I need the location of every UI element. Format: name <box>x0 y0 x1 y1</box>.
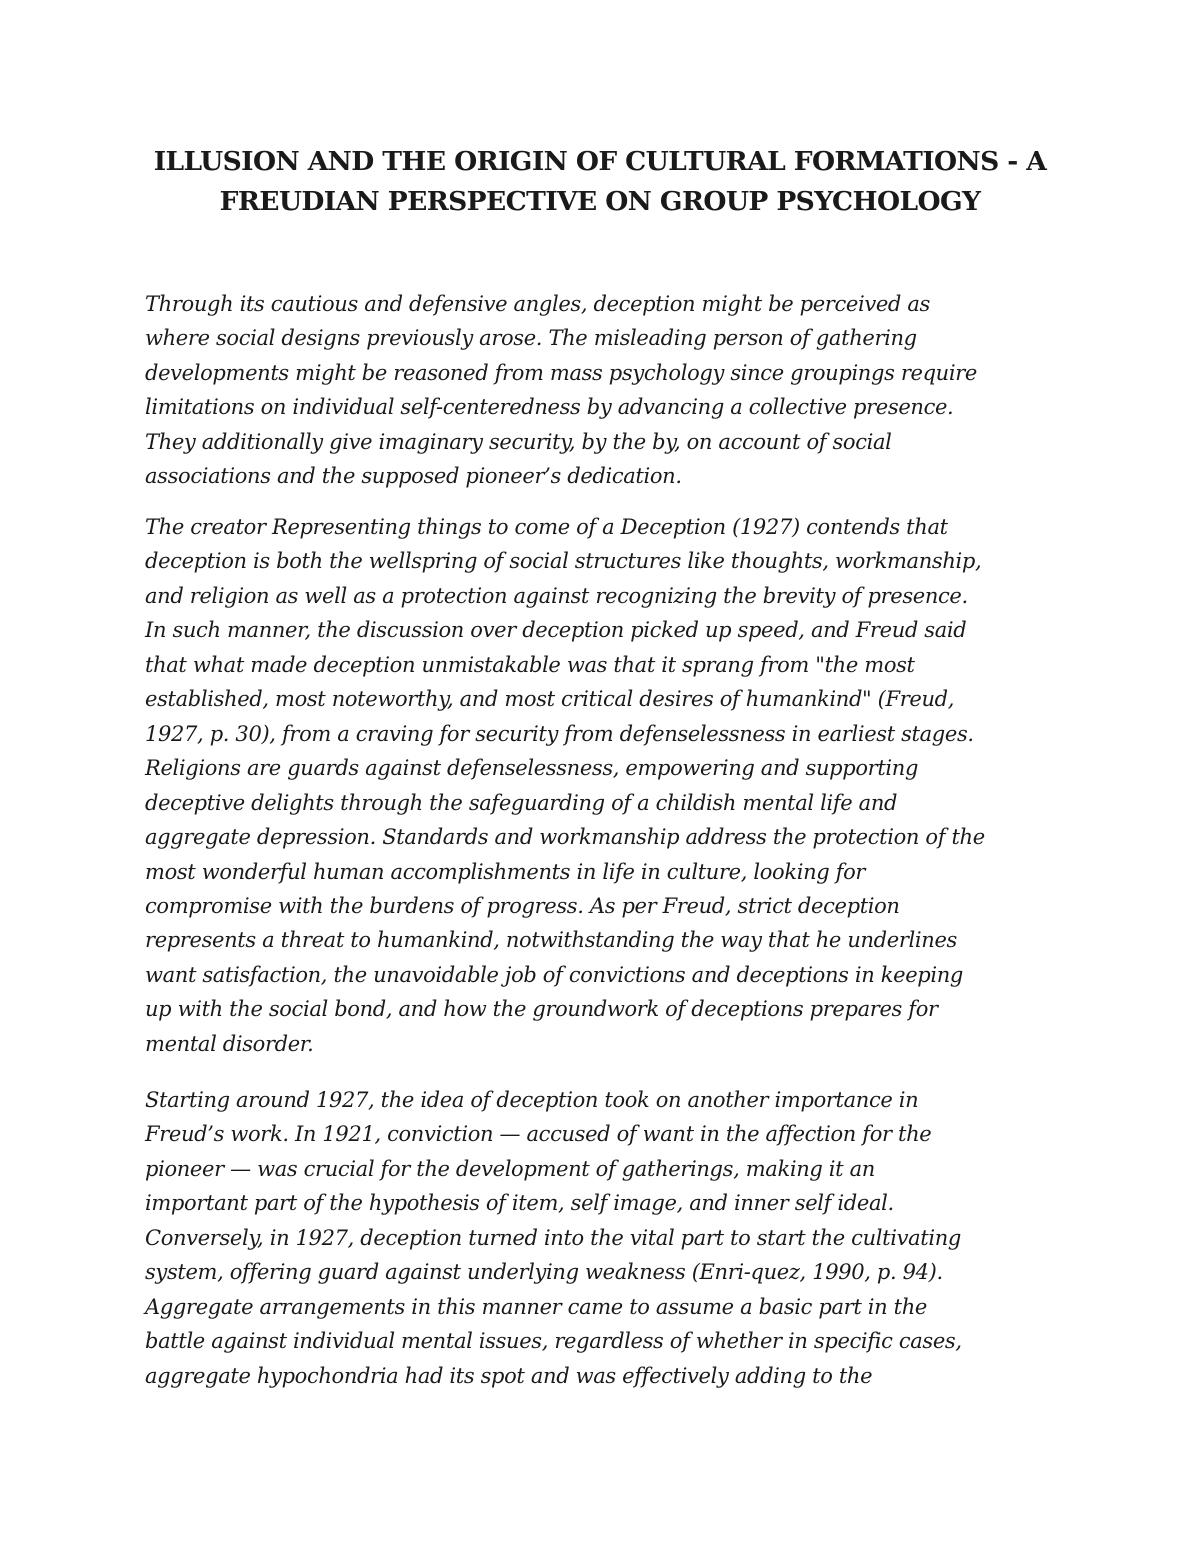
text-line: Freud’s work. In 1921, conviction — accused of want in the affection for the <box>145 1122 932 1147</box>
text-line: They additionally give imaginary security, by the by, on account of social <box>145 429 892 454</box>
text-line: Starting around 1927, the idea of deception took on another importance in <box>145 1088 919 1112</box>
text-line: developments might be reasoned from mass psychology since groupings require <box>145 360 977 385</box>
text-line: pioneer — was crucial for the development of gatherings, making it an <box>145 1156 875 1181</box>
text-line: aggregate depression. Standards and workmanship address the protection of the <box>145 825 985 850</box>
text-line: associations and the supposed pioneer’s dedication. <box>145 464 682 489</box>
text-line: want satisfaction, the unavoidable job of convictions and deceptions in keeping <box>145 962 964 987</box>
document-title <box>140 142 1060 222</box>
text-line: most wonderful human accomplishments in life in culture, looking for <box>145 859 866 884</box>
body-paragraph <box>145 287 1145 494</box>
body-paragraph <box>145 1083 1145 1393</box>
text-line: limitations on individual self-centeredness by advancing a collective presence. <box>145 395 954 420</box>
text-line: system, offering guard against underlying weakness (Enri-quez, 1990, p. 94). <box>145 1260 943 1285</box>
title-line: ILLUSION AND THE ORIGIN OF CULTURAL FORMATIONS - A <box>153 146 1047 177</box>
text-line: Conversely, in 1927, deception turned into the vital part to start the cultivating <box>145 1225 961 1250</box>
text-line: compromise with the burdens of progress. As per Freud, strict deception <box>145 893 900 918</box>
title-line: FREUDIAN PERSPECTIVE ON GROUP PSYCHOLOGY <box>219 186 981 217</box>
text-line: Aggregate arrangements in this manner came to assume a basic part in the <box>145 1294 927 1319</box>
text-line: battle against individual mental issues, regardless of whether in specific cases, <box>145 1329 962 1354</box>
text-line: up with the social bond, and how the groundwork of deceptions prepares for <box>145 997 938 1022</box>
text-line: The creator Representing things to come of a Deception (1927) contends that <box>145 515 948 539</box>
text-line: mental disorder. <box>145 1031 314 1056</box>
text-line: important part of the hypothesis of item, self image, and inner self ideal. <box>145 1191 894 1216</box>
text-line: In such manner, the discussion over deception picked up speed, and Freud said <box>145 618 967 643</box>
text-line: and religion as well as a protection against recognizing the brevity of presence. <box>145 583 968 608</box>
text-line: 1927, p. 30), from a craving for security from defenselessness in earliest stages. <box>145 721 974 746</box>
text-line: deception is both the wellspring of social structures like thoughts, workmanship, <box>145 549 982 574</box>
text-line: established, most noteworthy, and most critical desires of humankind" (Freud, <box>145 687 955 712</box>
text-line: where social designs previously arose. The misleading person of gathering <box>145 326 917 351</box>
text-line: deceptive delights through the safeguarding of a childish mental life and <box>145 790 898 815</box>
text-line: represents a threat to humankind, notwithstanding the way that he underlines <box>145 928 957 953</box>
text-line: that what made deception unmistakable was that it sprang from "the most <box>145 652 915 677</box>
body-paragraph <box>145 510 1145 1061</box>
text-line: aggregate hypochondria had its spot and was effectively adding to the <box>145 1363 873 1388</box>
text-line: Through its cautious and defensive angles, deception might be perceived as <box>145 292 930 316</box>
text-line: Religions are guards against defenselessness, empowering and supporting <box>145 756 919 781</box>
